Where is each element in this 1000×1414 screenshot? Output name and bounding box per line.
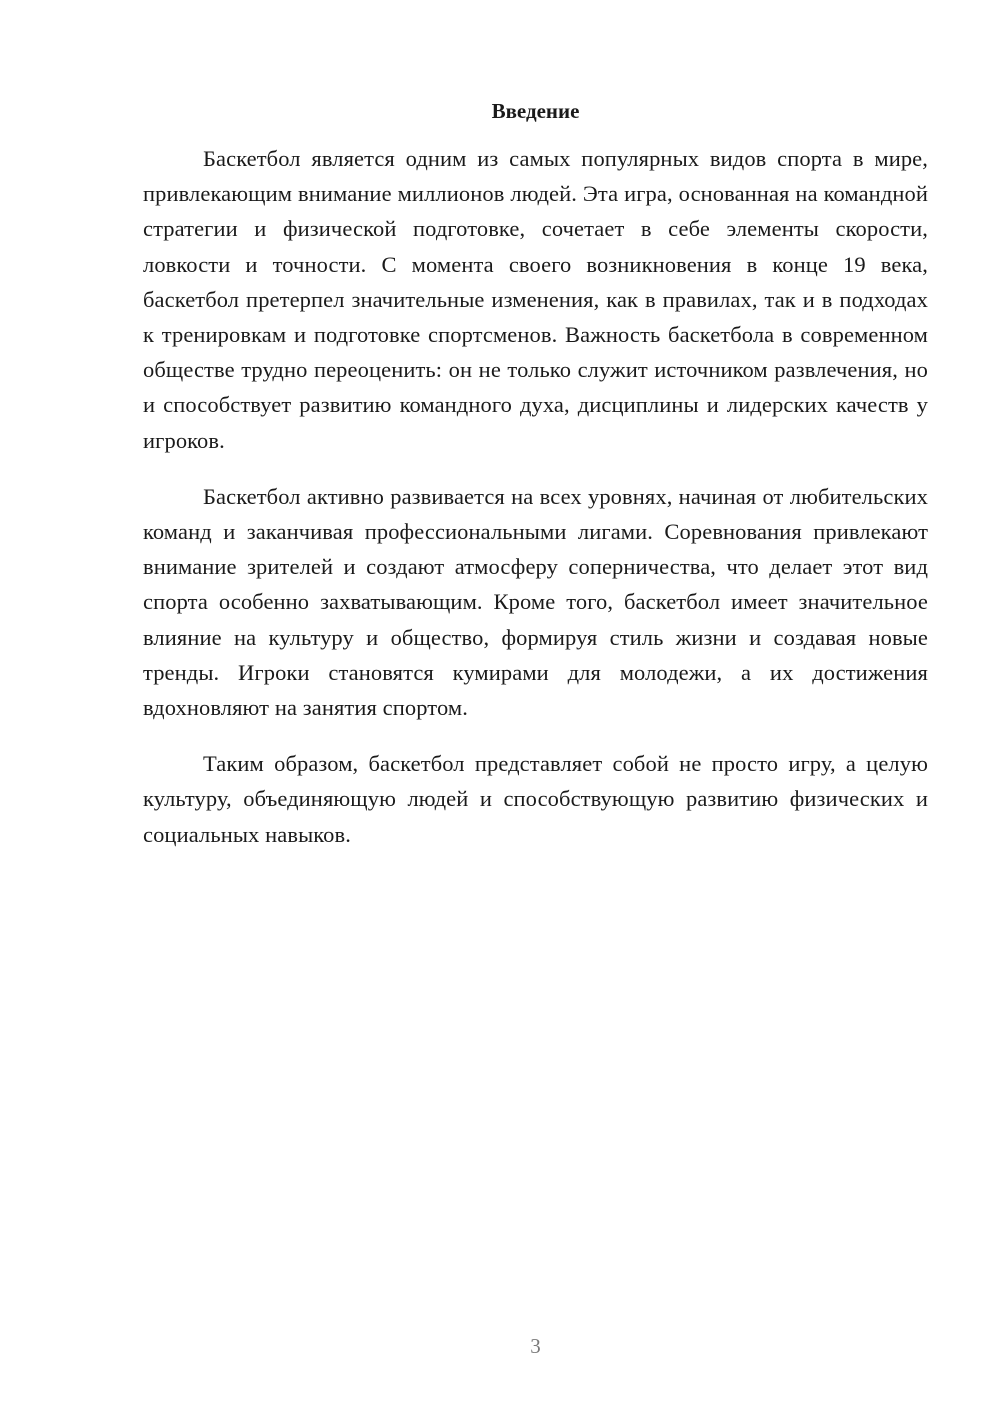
body-text: [143, 141, 928, 873]
paragraph-3: Таким образом, баскетбол представляет собой не просто игру, а целую культуру, объединяющую людей и способствующую развитию физических и социальных навыков.: [143, 751, 928, 847]
paragraph-2: Баскетбол активно развивается на всех уровнях, начиная от любительских команд и заканчивая профессиональными лигами. Соревнования привлекают внимание зрителей и создают атмосферу соперничества, что делает этот вид спорта особенно захватывающим. Кроме того, баскетбол имеет значительное влияние на культуру и общество, формируя стиль жизни и создавая новые тренды. Игроки становятся кумирами для молодежи, а их достижения вдохновляют на занятия спортом.: [143, 483, 928, 721]
paragraph-1: Баскетбол является одним из самых популярных видов спорта в мире, привлекающим внимание миллионов людей. Эта игра, основанная на командной стратегии и физической подготовке, сочетает в себе элементы скорости, ловкости и точности. С момента своего возникновения в конце 19 века, баскетбол претерпел значительные изменения, как в правилах, так и в подходах к тренировкам и подготовке спортсменов. Важность баскетбола в современном обществе трудно переоценить: он не только служит источником развлечения, но и способствует развитию командного духа, дисциплины и лидерских качеств у игроков.: [143, 146, 928, 453]
section-title: Введение: [491, 99, 580, 123]
page-number: 3: [530, 1334, 541, 1358]
